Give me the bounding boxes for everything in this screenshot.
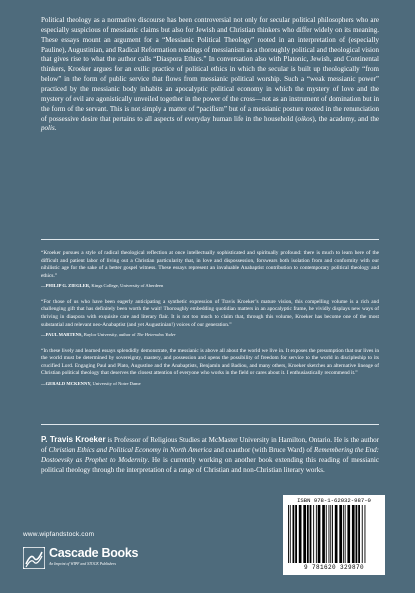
- description-text-1: Political theology as a normative discourse has been controversial not only for secular political philosophers who are especially suspicious of messianic claims but also for Jewish and Christian thinkers who differ widely on its meaning. These essays mount an argument for a “Messianic Political Theology” rooted in an interpretation of (especially Pauline), Augustinian, and Radical Reformation readings of messianism as a thoroughly political and theological vision that gives rise to what the author calls “Diaspora Ethics.” In conversation also with Platonic, Jewish, and Continental thinkers, Kroeker argues for an exilic practice of political ethics in which the secular is built up theologically “from below” in the form of public service that flows from messianic political worship. Such a “weak messianic power” practiced by the messianic body inhabits an apocalyptic political economy in which the mystery of love and the mystery of evil are agonistically unveiled together in the power of the cross—not as an instrument of domination but in the form of the servant. This is not simply a matter of “pacifism” but of a messianic posture rooted in the renunciation of possessive desire that pertains to all aspects of everyday human life in the household (: [41, 16, 379, 123]
- publisher-tagline: An Imprint of WIPF and STOCK Publishers: [49, 562, 117, 566]
- endorser-affiliation: University of Notre Dame: [91, 380, 141, 386]
- barcode-bar: [329, 505, 330, 563]
- barcode-bar: [293, 505, 295, 563]
- endorsement: [41, 250, 379, 290]
- barcode-bars: [287, 505, 381, 563]
- endorsement-attribution: [41, 381, 379, 388]
- barcode-bar: [326, 505, 327, 563]
- publisher-website[interactable]: www.wipfandstock.com: [23, 531, 95, 538]
- divider-top: [41, 239, 379, 240]
- barcode-bar: [290, 505, 291, 563]
- barcode-bar: [316, 505, 317, 563]
- barcode-bar: [335, 505, 338, 563]
- barcode-bar: [318, 505, 321, 563]
- bio-book-1: Christian Ethics and Political Economy in North America: [48, 445, 212, 454]
- barcode-bar: [356, 505, 358, 563]
- description-text-2: ), the academy, and the: [312, 114, 379, 123]
- endorsement-quote: “In these lively and learned essays splendidly demonstrate, the messianic is above all about the world we live in. It exposes the presumption that our lives in the world must be determined by sovereignty, mastery, and possession and opens the possibility of freedom for service to the world in discipleship to its crucified Lord. Engaging Paul and Plato, Augustine and the Anabaptists, Benjamin and Badiou, and many others, Kroeker sketches an alternative lineage of Christian political theology that deserves the closest attention of everyone who works in the field or cares about it. I enthusiastically recommend it.”: [41, 347, 379, 377]
- description-text-3: .: [54, 124, 57, 133]
- description-term-oikos: oikos: [297, 114, 313, 123]
- endorsement: [41, 299, 379, 339]
- bio-text-2: and coauthor (with Bruce Ward) of: [211, 445, 315, 454]
- barcode-bar: [352, 505, 355, 563]
- barcode-bar: [295, 505, 297, 563]
- endorser-name: —PHILIP G. ZIEGLER,: [41, 283, 91, 289]
- barcode-bar: [343, 505, 344, 563]
- divider-bottom: [41, 424, 379, 425]
- author-name: P. Travis Kroeker: [41, 435, 106, 444]
- barcode-bar: [332, 505, 333, 563]
- endorsement: [41, 348, 379, 388]
- endorsement-quote: “Kroeker pursues a style of radical theological reflection at once intellectually sophisticated and spiritually profound: there is much to learn here of the difficult and patient labor of living out a Christian particularity that, in love and dispossession, forswears both isolation from and conformity with our nihilistic age for the sake of a better gospel witness. These essays represent an invaluable Anabaptist contribution to contemporary political theology and ethics.”: [41, 250, 379, 279]
- barcode-bar: [299, 505, 302, 563]
- description-paragraph: [41, 16, 379, 134]
- barcode-bar: [339, 505, 342, 563]
- isbn-barcode: [283, 495, 385, 575]
- endorsement-attribution: [41, 332, 379, 339]
- bio-text-3: . He is currently working on another book extending this reading of messianic political theology through the interpretation of a range of Christian and non-Christian literary works.: [41, 455, 379, 474]
- endorsements: [41, 250, 379, 396]
- barcode-digits: 9 781620 329870: [303, 564, 364, 571]
- barcode-bar: [330, 505, 331, 563]
- publisher-logo: [23, 546, 143, 570]
- barcode-bar: [347, 505, 350, 563]
- author-bio: [41, 434, 379, 475]
- endorser-name: —GERALD MCKENNY,: [41, 380, 92, 386]
- barcode-bar: [310, 505, 312, 563]
- cascade-logo-icon: [23, 547, 45, 569]
- barcode-bar: [303, 505, 306, 563]
- barcode-bar: [345, 505, 346, 563]
- author-bio-paragraph: [41, 434, 379, 475]
- isbn-number: ISBN 978-1-62032-987-0: [297, 497, 371, 504]
- endorsement-quote: “For those of us who have been eagerly anticipating a synthetic expression of Travis Kroeker’s mature vision, this compelling volume is a rich and challenging gift that has definitely been worth the wait! Thoroughly embedding quotidian matters in an apocalyptic frame, he vividly displays new ways of thriving in diaspora with exquisite care and literary flair. It is not too much to claim that, through this volume, Kroeker has become one of the most substantial and relevant neo-Anabaptist (and yet Augustinian!) voices of our generation.”: [41, 298, 379, 328]
- barcode-bar: [288, 505, 289, 563]
- book-description: [41, 16, 379, 134]
- endorsement-attribution: [41, 283, 379, 290]
- bio-book-2: Remembering the End: Dostoevsky as Prophet to Modernity: [41, 445, 380, 464]
- endorser-affiliation: Baylor University, author of: [82, 332, 137, 338]
- barcode-bar: [365, 505, 366, 563]
- barcode-bar: [322, 505, 325, 563]
- publisher-name: Cascade Books: [49, 546, 139, 560]
- endorser-name: —PAUL MARTENS,: [41, 332, 83, 338]
- description-term-polis: polis: [41, 124, 55, 133]
- barcode-bar: [307, 505, 309, 563]
- barcode-bar: [362, 505, 363, 563]
- endorser-affiliation: Kings College, University of Aberdeen: [90, 283, 164, 289]
- endorser-book-title: The Heterodox Yoder: [136, 332, 176, 338]
- barcode-bar: [313, 505, 314, 563]
- barcode-bar: [358, 505, 360, 563]
- bio-text-1: is Professor of Religious Studies at McMaster University in Hamilton, Ontario. He is the author of: [41, 436, 380, 454]
